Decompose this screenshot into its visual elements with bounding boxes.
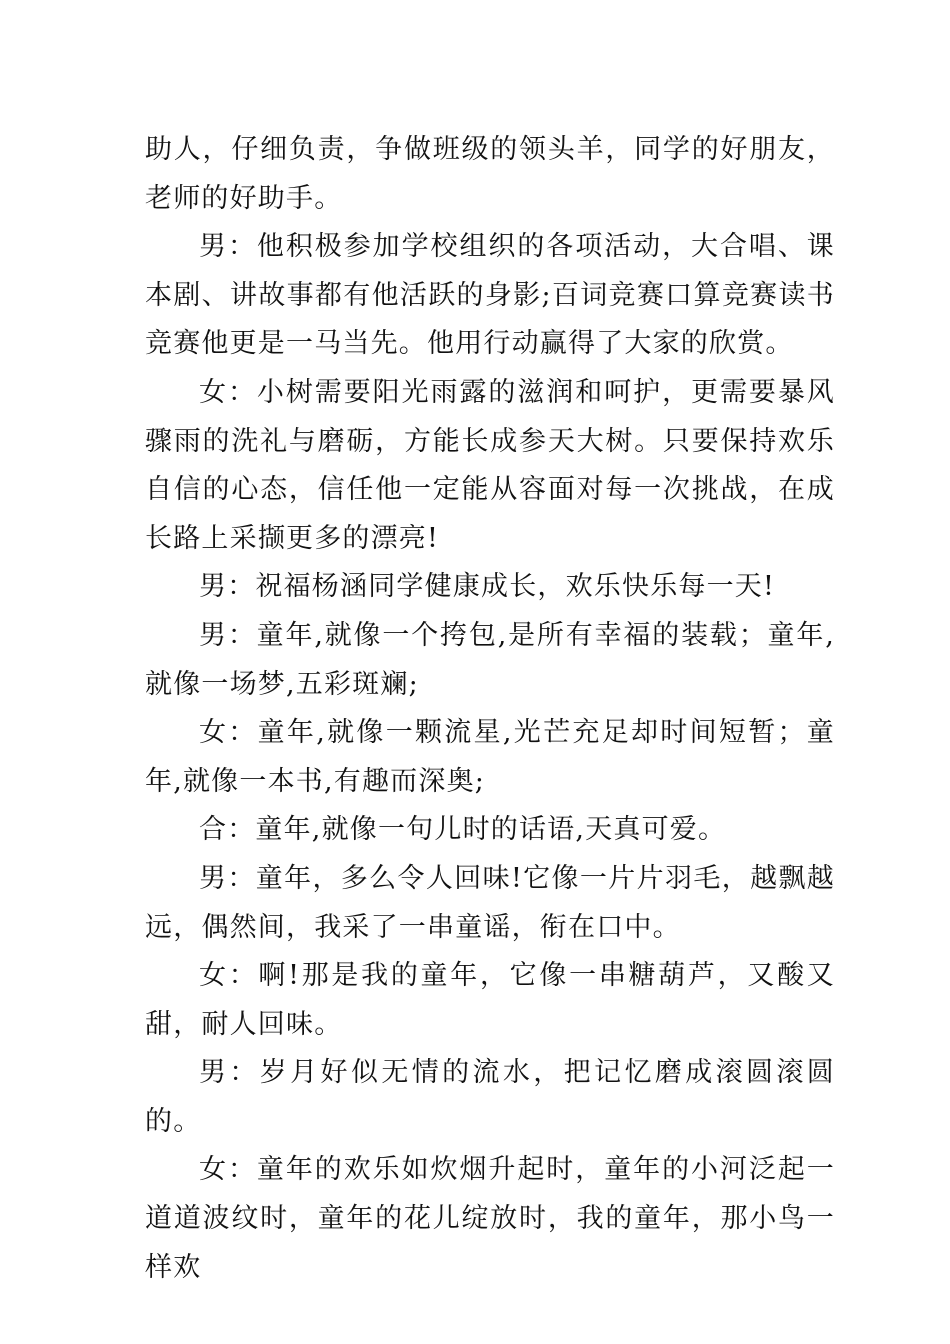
paragraph: 女：童年,就像一颗流星,光芒充足却时间短暂；童年,就像一本书,有趣而深奥; — [145, 717, 835, 797]
paragraph: 男：童年，多么令人回味!它像一片片羽毛，越飘越远，偶然间，我采了一串童谣，衔在口中。 — [145, 862, 835, 943]
paragraph: 助人，仔细负责，争做班级的领头羊，同学的好朋友，老师的好助手。 — [145, 134, 835, 214]
paragraph: 男：祝福杨涵同学健康成长，欢乐快乐每一天! — [199, 571, 776, 603]
paragraph: 女：啊!那是我的童年，它像一串糖葫芦，又酸又甜，耐人回味。 — [145, 960, 835, 1040]
paragraph: 男：岁月好似无情的流水，把记忆磨成滚圆滚圆的。 — [145, 1057, 835, 1137]
paragraph: 女：童年的欢乐如炊烟升起时，童年的小河泛起一道道波纹时，童年的花儿绽放时，我的童年，那小鸟一样欢 — [145, 1154, 835, 1283]
paragraph: 男：童年,就像一个挎包,是所有幸福的装载；童年,就像一场梦,五彩斑斓; — [145, 619, 835, 700]
paragraph: 女：小树需要阳光雨露的滋润和呵护，更需要暴风骤雨的洗礼与磨砺，方能长成参天大树。只要保持欢乐自信的心态，信任他一定能从容面对每一次挑战，在成长路上采撷更多的漂亮! — [145, 376, 835, 554]
paragraph: 男：他积极参加学校组织的各项活动，大合唱、课本剧、讲故事都有他活跃的身影;百词竞赛口算竞赛读书竞赛他更是一马当先。他用行动赢得了大家的欣赏。 — [145, 231, 835, 360]
paragraph: 合：童年,就像一句儿时的话语,天真可爱。 — [199, 814, 727, 846]
document-body — [145, 126, 835, 1292]
